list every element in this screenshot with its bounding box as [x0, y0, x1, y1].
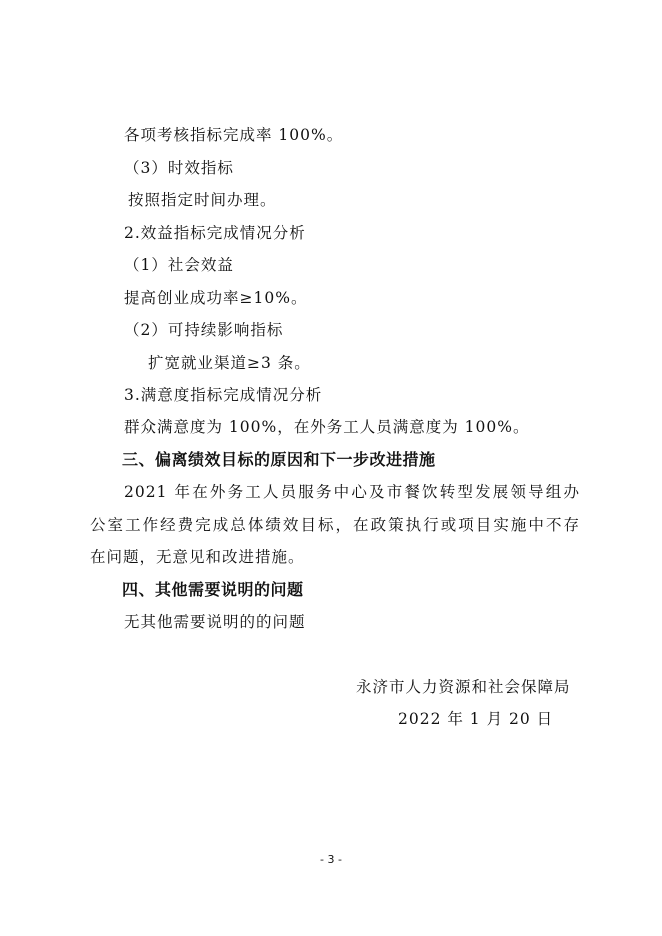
- section3-paragraph-line: 在问题，无意见和改进措施。: [90, 548, 305, 566]
- subheading-sustainable-impact: （2）可持续影响指标: [124, 321, 284, 339]
- subheading-timeliness: （3）时效指标: [124, 159, 234, 177]
- page-number: - 3 -: [320, 853, 342, 866]
- subheading-satisfaction-analysis: 3.满意度指标完成情况分析: [124, 386, 323, 404]
- body-text-line: 按照指定时间办理。: [128, 191, 277, 209]
- body-text-line: 各项考核指标完成率 100%。: [124, 126, 344, 144]
- body-text-line: 无其他需要说明的的问题: [124, 613, 306, 631]
- signature-organization: 永济市人力资源和社会保障局: [356, 678, 571, 696]
- body-text-line: 提高创业成功率≥10%。: [124, 289, 308, 307]
- section3-paragraph-line: 公室工作经费完成总体绩效目标，在政策执行或项目实施中不存: [90, 516, 580, 534]
- section-heading-4: 四、其他需要说明的问题: [122, 580, 304, 599]
- signature-date: 2022 年 1 月 20 日: [398, 710, 554, 728]
- body-text-line: 扩宽就业渠道≥3 条。: [148, 354, 311, 372]
- subheading-social-benefit: （1）社会效益: [124, 256, 234, 274]
- subheading-benefit-analysis: 2.效益指标完成情况分析: [124, 224, 306, 242]
- section-heading-3: 三、偏离绩效目标的原因和下一步改进措施: [122, 450, 436, 469]
- body-text-line: 群众满意度为 100%，在外务工人员满意度为 100%。: [124, 418, 530, 436]
- section3-paragraph-line: 2021 年在外务工人员服务中心及市餐饮转型发展领导组办: [124, 483, 580, 501]
